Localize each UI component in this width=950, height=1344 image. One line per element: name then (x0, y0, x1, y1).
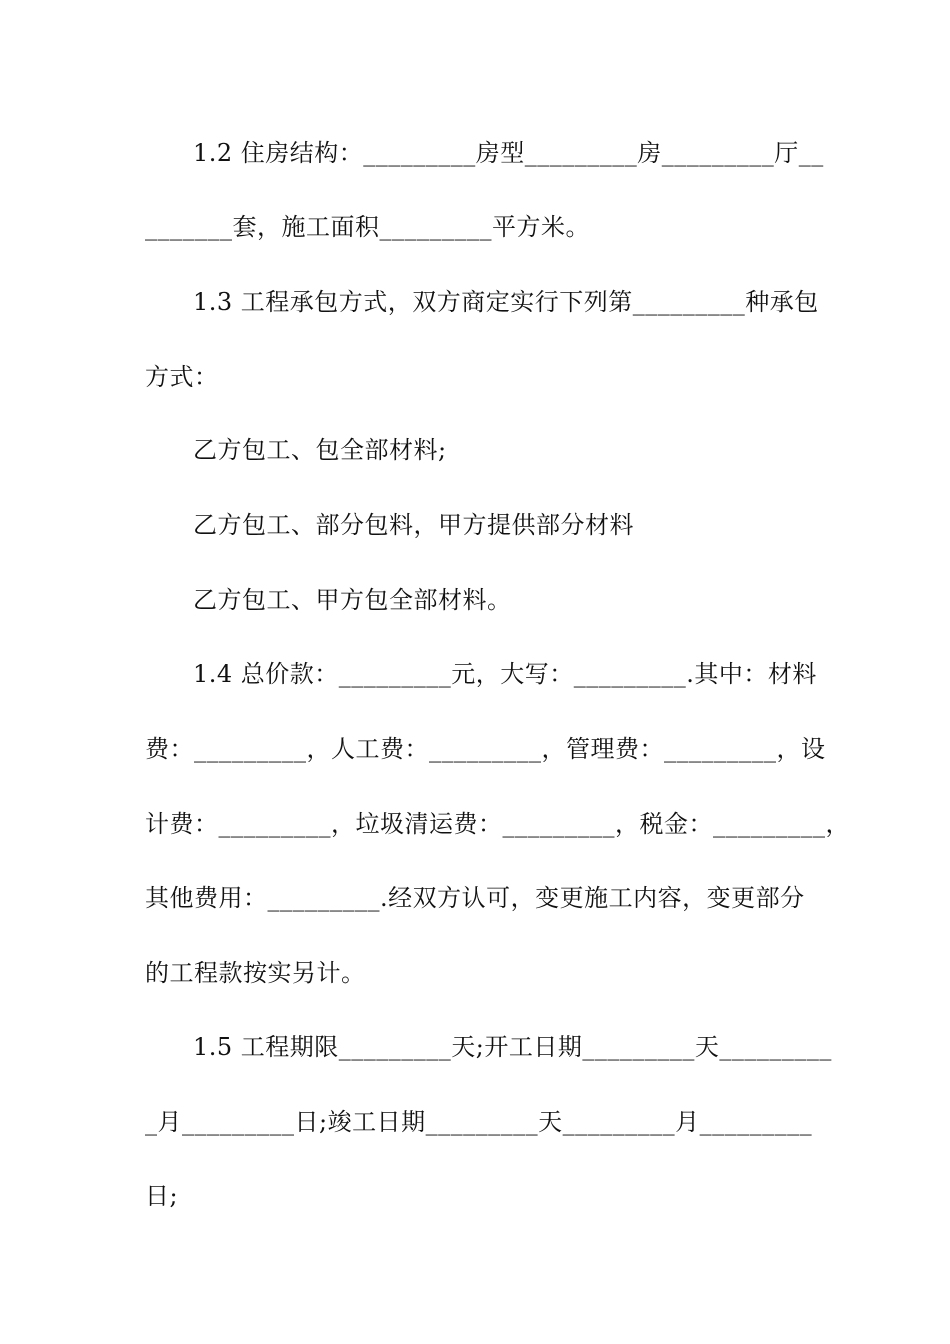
clause-1-4-line-3: 计费：_________，垃圾清运费：_________，税金：_________， (145, 810, 850, 838)
clause-1-4-line-2: 费：_________，人工费：_________，管理费：_________，设 (145, 735, 826, 763)
clause-1-4-line-5: 的工程款按实另计。 (145, 959, 366, 987)
clause-1-5-line-2: _月_________日;竣工日期_________天_________月_________ (145, 1108, 813, 1136)
clause-1-3-line-2: 方式： (145, 363, 219, 391)
clause-1-2-line-1: 1.2 住房结构：_________房型_________房_________厅__ (193, 139, 824, 167)
clause-1-3-line-1: 1.3 工程承包方式，双方商定实行下列第_________种承包 (193, 288, 819, 316)
option-full-materials: 乙方包工、包全部材料; (193, 436, 447, 464)
option-owner-materials: 乙方包工、甲方包全部材料。 (193, 586, 512, 614)
option-partial-materials: 乙方包工、部分包料，甲方提供部分材料 (193, 511, 634, 539)
clause-1-5-line-3: 日; (145, 1182, 179, 1210)
clause-1-5-line-1: 1.5 工程期限_________天;开工日期_________天_________ (193, 1033, 832, 1061)
clause-1-4-line-4: 其他费用：_________.经双方认可，变更施工内容，变更部分 (145, 884, 805, 912)
clause-1-2-line-2: _______套，施工面积_________平方米。 (145, 213, 590, 241)
clause-1-4-line-1: 1.4 总价款：_________元，大写：_________.其中：材料 (193, 660, 817, 688)
